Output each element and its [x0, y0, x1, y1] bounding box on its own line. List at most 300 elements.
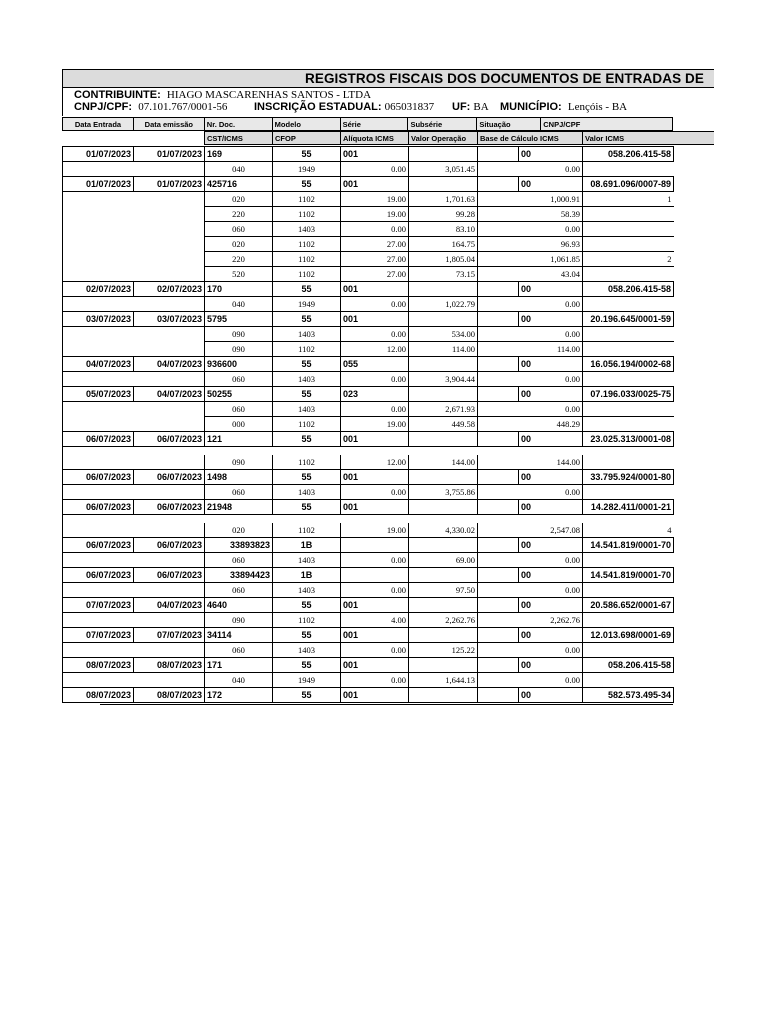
nr-doc: 171 [205, 658, 273, 673]
subserie [409, 500, 478, 515]
serie: 001 [341, 282, 409, 297]
aliquota-icms: 0.00 [341, 222, 409, 237]
cst-icms: 040 [205, 673, 273, 688]
cfop: 1102 [273, 192, 341, 207]
data-emissao: 08/07/2023 [134, 688, 205, 703]
valor-operacao: 3,755.86 [409, 485, 478, 500]
situacao: 00 [519, 538, 583, 553]
situacao: 00 [519, 628, 583, 643]
item-blank [134, 192, 205, 207]
data-emissao: 06/07/2023 [134, 470, 205, 485]
base-calculo: 2,547.08 [478, 523, 583, 538]
item-blank [134, 372, 205, 387]
item-row [63, 342, 674, 357]
cst-icms: 020 [205, 523, 273, 538]
col-modelo: Modelo [272, 117, 340, 131]
situacao: 00 [519, 432, 583, 447]
document-row [63, 500, 674, 515]
subserie [409, 357, 478, 372]
valor-operacao: 83.10 [409, 222, 478, 237]
item-row [63, 267, 674, 282]
item-blank [134, 553, 205, 568]
cnpj-cpf: 20.196.645/0001-59 [583, 312, 674, 327]
report-title-bar [62, 69, 714, 88]
serie: 001 [341, 500, 409, 515]
base-calculo: 0.00 [478, 485, 583, 500]
item-blank [134, 267, 205, 282]
valor-icms [583, 553, 674, 568]
valor-icms [583, 372, 674, 387]
nr-doc: 425716 [205, 177, 273, 192]
serie [341, 568, 409, 583]
cst-icms: 060 [205, 402, 273, 417]
document-row [63, 628, 674, 643]
nr-doc: 4640 [205, 598, 273, 613]
ie-value: 065031837 [384, 101, 435, 113]
serie: 001 [341, 628, 409, 643]
cfop: 1403 [273, 222, 341, 237]
subserie [409, 658, 478, 673]
valor-icms: 2 [583, 252, 674, 267]
cfop: 1403 [273, 643, 341, 658]
data-emissao: 03/07/2023 [134, 312, 205, 327]
data-entrada: 06/07/2023 [63, 470, 134, 485]
spacer-row [63, 515, 674, 523]
base-calculo: 0.00 [478, 583, 583, 598]
aliquota-icms: 0.00 [341, 162, 409, 177]
nr-doc: 936600 [205, 357, 273, 372]
valor-icms [583, 267, 674, 282]
valor-operacao: 164.75 [409, 237, 478, 252]
data-entrada: 06/07/2023 [63, 568, 134, 583]
cst-icms: 520 [205, 267, 273, 282]
cst-icms: 040 [205, 162, 273, 177]
situacao: 00 [519, 500, 583, 515]
item-blank [63, 417, 134, 432]
item-blank [63, 553, 134, 568]
serie: 001 [341, 432, 409, 447]
aliquota-icms: 0.00 [341, 673, 409, 688]
base-calculo: 1,000.91 [478, 192, 583, 207]
item-blank [63, 297, 134, 312]
item-row [63, 327, 674, 342]
col-serie: Série [340, 117, 408, 131]
col-subserie: Subsérie [407, 117, 476, 131]
spacer-cell [63, 447, 674, 455]
base-calculo: 1,061.85 [478, 252, 583, 267]
base-calculo: 96.93 [478, 237, 583, 252]
situacao: 00 [519, 282, 583, 297]
situacao: 00 [519, 177, 583, 192]
item-blank [134, 673, 205, 688]
valor-icms [583, 643, 674, 658]
modelo: 55 [273, 147, 341, 162]
subserie [409, 628, 478, 643]
modelo: 55 [273, 470, 341, 485]
aliquota-icms: 19.00 [341, 192, 409, 207]
col-valor-operacao: Valor Operação [408, 131, 477, 145]
base-calculo: 0.00 [478, 297, 583, 312]
data-emissao: 01/07/2023 [134, 177, 205, 192]
cfop: 1403 [273, 372, 341, 387]
cfop: 1102 [273, 613, 341, 628]
uf-line [452, 101, 489, 113]
modelo: 1B [273, 538, 341, 553]
item-row [63, 192, 674, 207]
cst-icms: 060 [205, 553, 273, 568]
valor-operacao: 2,671.93 [409, 402, 478, 417]
col-base-calculo: Base de Cálculo ICMS [477, 131, 582, 145]
item-blank [134, 162, 205, 177]
modelo: 55 [273, 357, 341, 372]
valor-operacao: 69.00 [409, 553, 478, 568]
col-valor-icms: Valor ICMS [582, 131, 714, 145]
valor-operacao: 144.00 [409, 455, 478, 470]
subserie [409, 598, 478, 613]
item-row [63, 222, 674, 237]
situacao: 00 [519, 658, 583, 673]
aliquota-icms: 19.00 [341, 523, 409, 538]
contribuinte-label: CONTRIBUINTE: [74, 89, 161, 101]
col-cfop: CFOP [272, 131, 340, 145]
col-data-emissao: Data emissão [133, 117, 204, 131]
base-calculo: 0.00 [478, 162, 583, 177]
valor-icms [583, 342, 674, 357]
valor-icms: 4 [583, 523, 674, 538]
nr-doc: 169 [205, 147, 273, 162]
serie: 001 [341, 147, 409, 162]
cnpj-cpf: 20.586.652/0001-67 [583, 598, 674, 613]
cnpj-cpf: 14.282.411/0001-21 [583, 500, 674, 515]
item-blank [134, 583, 205, 598]
item-blank [134, 342, 205, 357]
aliquota-icms: 0.00 [341, 553, 409, 568]
cnpj-cpf: 16.056.194/0002-68 [583, 357, 674, 372]
cfop: 1102 [273, 207, 341, 222]
modelo: 55 [273, 688, 341, 703]
nr-doc: 172 [205, 688, 273, 703]
subserie [409, 470, 478, 485]
data-emissao: 08/07/2023 [134, 658, 205, 673]
cfop: 1949 [273, 162, 341, 177]
valor-operacao: 2,262.76 [409, 613, 478, 628]
cst-icms: 090 [205, 613, 273, 628]
item-blank [63, 402, 134, 417]
subserie [409, 312, 478, 327]
item-row [63, 553, 674, 568]
municipio-line [500, 101, 627, 113]
item-blank [134, 417, 205, 432]
base-calculo: 0.00 [478, 372, 583, 387]
spacer-cell [63, 515, 674, 523]
records-body [63, 147, 674, 703]
serie: 001 [341, 688, 409, 703]
aliquota-icms: 0.00 [341, 372, 409, 387]
valor-operacao: 1,644.13 [409, 673, 478, 688]
document-row [63, 432, 674, 447]
base-calculo: 58.39 [478, 207, 583, 222]
aliquota-icms: 27.00 [341, 237, 409, 252]
item-blank [63, 485, 134, 500]
item-blank [134, 523, 205, 538]
aliquota-icms: 0.00 [341, 485, 409, 500]
cnpj-cpf: 14.541.819/0001-70 [583, 538, 674, 553]
base-calculo: 0.00 [478, 673, 583, 688]
data-emissao: 04/07/2023 [134, 357, 205, 372]
subserie [409, 568, 478, 583]
situacao-spacer [478, 312, 519, 327]
serie: 001 [341, 598, 409, 613]
valor-icms [583, 402, 674, 417]
cnpj-line [74, 101, 227, 113]
item-row [63, 372, 674, 387]
subserie [409, 688, 478, 703]
valor-operacao: 449.58 [409, 417, 478, 432]
aliquota-icms: 12.00 [341, 455, 409, 470]
document-row [63, 658, 674, 673]
item-blank [63, 523, 134, 538]
item-blank [63, 252, 134, 267]
valor-icms [583, 417, 674, 432]
cnpj-cpf: 058.206.415-58 [583, 147, 674, 162]
item-blank [134, 402, 205, 417]
aliquota-icms: 19.00 [341, 207, 409, 222]
situacao-spacer [478, 147, 519, 162]
municipio-label: MUNICÍPIO: [500, 101, 562, 113]
cfop: 1102 [273, 342, 341, 357]
subserie [409, 538, 478, 553]
ie-line [254, 101, 434, 113]
aliquota-icms: 0.00 [341, 643, 409, 658]
cst-icms: 090 [205, 455, 273, 470]
aliquota-icms: 19.00 [341, 417, 409, 432]
valor-operacao: 114.00 [409, 342, 478, 357]
item-blank [63, 237, 134, 252]
ie-label: INSCRIÇÃO ESTADUAL: [254, 101, 382, 113]
item-blank [63, 222, 134, 237]
item-blank [63, 583, 134, 598]
nr-doc: 170 [205, 282, 273, 297]
cst-icms: 060 [205, 485, 273, 500]
cfop: 1949 [273, 297, 341, 312]
document-row [63, 598, 674, 613]
valor-operacao: 3,904.44 [409, 372, 478, 387]
item-blank [134, 222, 205, 237]
item-blank [134, 327, 205, 342]
data-entrada: 01/07/2023 [63, 147, 134, 162]
situacao-spacer [478, 432, 519, 447]
serie: 001 [341, 312, 409, 327]
data-entrada: 08/07/2023 [63, 688, 134, 703]
data-entrada: 04/07/2023 [63, 357, 134, 372]
data-emissao: 01/07/2023 [134, 147, 205, 162]
item-row [63, 237, 674, 252]
item-blank [63, 207, 134, 222]
valor-icms [583, 162, 674, 177]
data-entrada: 01/07/2023 [63, 177, 134, 192]
col-nr-doc: Nr. Doc. [204, 117, 272, 131]
cfop: 1403 [273, 553, 341, 568]
col-situacao: Situação [476, 117, 540, 131]
document-row [63, 147, 674, 162]
uf-label: UF: [452, 101, 471, 113]
item-row [63, 252, 674, 267]
col-aliquota: Alíquota ICMS [340, 131, 408, 145]
valor-icms [583, 485, 674, 500]
modelo: 55 [273, 628, 341, 643]
cnpj-cpf: 33.795.924/0001-80 [583, 470, 674, 485]
situacao: 00 [519, 598, 583, 613]
data-emissao: 02/07/2023 [134, 282, 205, 297]
data-entrada: 07/07/2023 [63, 628, 134, 643]
aliquota-icms: 0.00 [341, 583, 409, 598]
aliquota-icms: 0.00 [341, 402, 409, 417]
uf-value: BA [473, 101, 489, 113]
data-entrada: 02/07/2023 [63, 282, 134, 297]
subserie [409, 432, 478, 447]
aliquota-icms: 12.00 [341, 342, 409, 357]
valor-icms [583, 455, 674, 470]
cst-icms: 040 [205, 297, 273, 312]
table-header-row-2 [204, 131, 714, 145]
data-entrada: 08/07/2023 [63, 658, 134, 673]
cfop: 1949 [273, 673, 341, 688]
cfop: 1403 [273, 327, 341, 342]
item-row [63, 402, 674, 417]
item-row [63, 583, 674, 598]
item-blank [134, 485, 205, 500]
cnpj-cpf: 582.573.495-34 [583, 688, 674, 703]
item-row [63, 613, 674, 628]
document-row [63, 177, 674, 192]
valor-operacao: 97.50 [409, 583, 478, 598]
valor-icms [583, 327, 674, 342]
base-calculo: 144.00 [478, 455, 583, 470]
municipio-value: Lençóis - BA [567, 101, 628, 113]
document-row [63, 387, 674, 402]
base-calculo: 448.29 [478, 417, 583, 432]
nr-doc: 50255 [205, 387, 273, 402]
base-calculo: 0.00 [478, 553, 583, 568]
data-entrada: 06/07/2023 [63, 538, 134, 553]
cfop: 1102 [273, 267, 341, 282]
document-row [63, 470, 674, 485]
data-emissao: 06/07/2023 [134, 538, 205, 553]
valor-operacao: 3,051.45 [409, 162, 478, 177]
cnpj-value: 07.101.767/0001-56 [138, 101, 228, 113]
cst-icms: 090 [205, 342, 273, 357]
situacao-spacer [478, 470, 519, 485]
item-blank [63, 372, 134, 387]
col-data-entrada: Data Entrada [62, 117, 133, 131]
item-row [63, 417, 674, 432]
valor-operacao: 534.00 [409, 327, 478, 342]
cst-icms: 000 [205, 417, 273, 432]
data-emissao: 06/07/2023 [134, 500, 205, 515]
contribuinte-value: HIAGO MASCARENHAS SANTOS - LTDA [166, 89, 372, 101]
nr-doc: 5795 [205, 312, 273, 327]
col-cnpj: CNPJ/CPF [540, 117, 672, 131]
item-blank [134, 207, 205, 222]
serie: 001 [341, 177, 409, 192]
cfop: 1102 [273, 417, 341, 432]
cst-icms: 090 [205, 327, 273, 342]
document-row [63, 357, 674, 372]
base-calculo: 43.04 [478, 267, 583, 282]
document-row [63, 312, 674, 327]
item-row [63, 643, 674, 658]
document-row [63, 282, 674, 297]
report-title: REGISTROS FISCAIS DOS DOCUMENTOS DE ENTRADAS DE [305, 71, 704, 86]
cnpj-cpf: 058.206.415-58 [583, 658, 674, 673]
aliquota-icms: 27.00 [341, 267, 409, 282]
modelo: 55 [273, 658, 341, 673]
base-calculo: 2,262.76 [478, 613, 583, 628]
serie: 001 [341, 658, 409, 673]
document-row [63, 538, 674, 553]
valor-operacao: 73.15 [409, 267, 478, 282]
modelo: 55 [273, 177, 341, 192]
base-calculo: 0.00 [478, 402, 583, 417]
item-row [63, 485, 674, 500]
valor-icms [583, 237, 674, 252]
item-blank [134, 297, 205, 312]
situacao-spacer [478, 658, 519, 673]
spacer-row [63, 447, 674, 455]
nr-doc: 33893823 [205, 538, 273, 553]
item-blank [134, 237, 205, 252]
subserie [409, 177, 478, 192]
document-row [63, 568, 674, 583]
situacao-spacer [478, 282, 519, 297]
subserie [409, 387, 478, 402]
situacao-spacer [478, 598, 519, 613]
item-row [63, 162, 674, 177]
cnpj-cpf: 23.025.313/0001-08 [583, 432, 674, 447]
cfop: 1403 [273, 485, 341, 500]
valor-icms [583, 222, 674, 237]
modelo: 55 [273, 387, 341, 402]
cst-icms: 060 [205, 222, 273, 237]
situacao-spacer [478, 387, 519, 402]
modelo: 55 [273, 432, 341, 447]
situacao-spacer [478, 357, 519, 372]
item-blank [63, 613, 134, 628]
situacao-spacer [478, 177, 519, 192]
data-entrada: 07/07/2023 [63, 598, 134, 613]
item-blank [63, 342, 134, 357]
nr-doc: 21948 [205, 500, 273, 515]
data-entrada: 06/07/2023 [63, 500, 134, 515]
valor-icms [583, 583, 674, 598]
situacao-spacer [478, 568, 519, 583]
situacao: 00 [519, 568, 583, 583]
contribuinte-line [74, 89, 371, 101]
subserie [409, 282, 478, 297]
item-blank [134, 252, 205, 267]
table-header-row-1 [62, 117, 673, 131]
bottom-rule [100, 704, 673, 705]
situacao-spacer [478, 628, 519, 643]
nr-doc: 34114 [205, 628, 273, 643]
valor-icms [583, 613, 674, 628]
item-blank [63, 673, 134, 688]
item-blank [63, 162, 134, 177]
cfop: 1102 [273, 237, 341, 252]
item-row [63, 207, 674, 222]
item-row [63, 523, 674, 538]
cst-icms: 060 [205, 583, 273, 598]
